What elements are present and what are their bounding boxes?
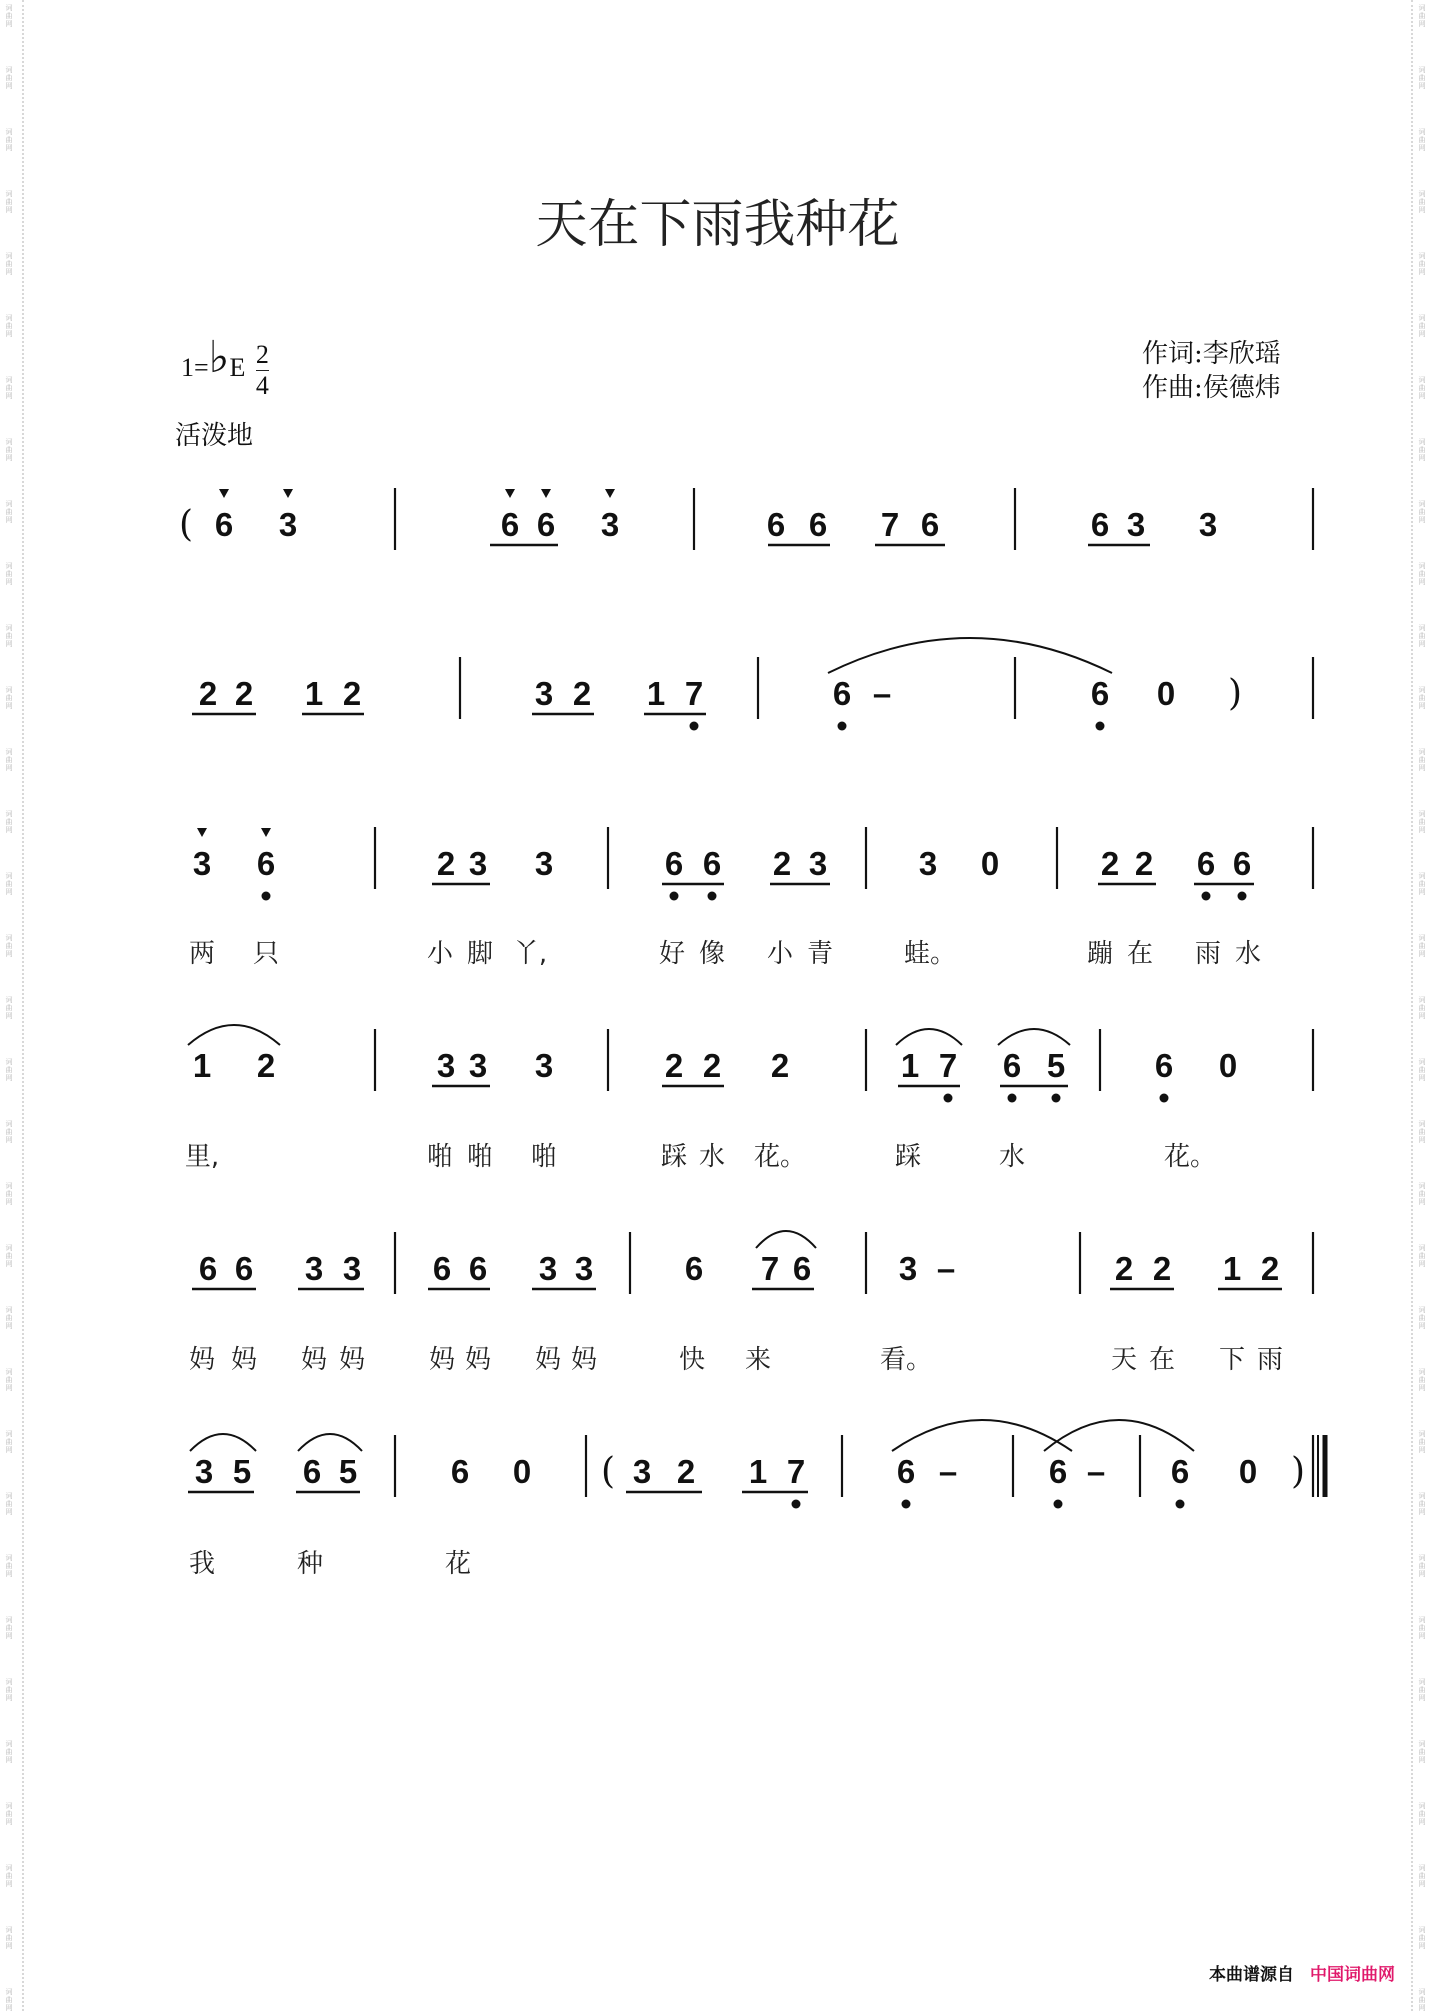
key-tonic: E <box>229 353 246 382</box>
watermark-text: 词 曲 网 <box>5 1182 13 1206</box>
note-5-15: 6 <box>1170 1453 1190 1490</box>
note-4-14: 2 <box>1152 1250 1172 1287</box>
note-0-11: 3 <box>1126 506 1146 543</box>
watermark-text: 词 曲 网 <box>1418 872 1426 896</box>
low-octave-dot <box>1052 1094 1061 1103</box>
slur <box>190 1434 256 1451</box>
note-0-5: 3 <box>600 506 620 543</box>
lyric-3-3: 啪 <box>530 1142 558 1172</box>
lyric-3-1: 啪 <box>426 1142 454 1172</box>
watermark-text: 词 曲 网 <box>5 562 13 586</box>
watermark-text: 词 曲 网 <box>1418 562 1426 586</box>
watermark-text: 词 曲 网 <box>5 1802 13 1826</box>
low-octave-dot <box>944 1094 953 1103</box>
lyric-3-5: 水 <box>698 1142 726 1172</box>
time-numerator: 2 <box>255 339 269 369</box>
note-4-7: 3 <box>574 1250 594 1287</box>
watermark-text: 词 曲 网 <box>1418 1182 1426 1206</box>
watermark-text: 词 曲 网 <box>5 1492 13 1516</box>
note-3-11: 5 <box>1046 1047 1066 1084</box>
watermark-text: 词 曲 网 <box>5 748 13 772</box>
lyric-4-4: 妈 <box>428 1345 456 1375</box>
lyric-5-0: 我 <box>188 1549 216 1579</box>
lyric-4-5: 妈 <box>464 1345 492 1375</box>
watermark-text: 词 曲 网 <box>1418 1120 1426 1144</box>
watermark-text: 词 曲 网 <box>5 1554 13 1578</box>
lyric-2-5: 好 <box>658 939 686 969</box>
note-3-8: 1 <box>900 1047 920 1084</box>
note-4-16: 2 <box>1260 1250 1280 1287</box>
note-5-16: 0 <box>1238 1453 1258 1490</box>
watermark-text: 词 曲 网 <box>5 934 13 958</box>
watermark-text: 词 曲 网 <box>1418 1492 1426 1516</box>
note-1-3: 2 <box>342 675 362 712</box>
note-0-0: ( <box>178 504 194 545</box>
note-2-7: 2 <box>772 845 792 882</box>
slur <box>188 1025 280 1045</box>
lyric-2-6: 像 <box>698 939 726 969</box>
watermark-text: 词 曲 网 <box>5 190 13 214</box>
accent-mark <box>261 828 271 837</box>
watermark-text: 词 曲 网 <box>5 1244 13 1268</box>
note-4-2: 3 <box>304 1250 324 1287</box>
lyric-4-14: 雨 <box>1256 1345 1284 1375</box>
note-1-0: 2 <box>198 675 218 712</box>
note-2-6: 6 <box>702 845 722 882</box>
note-5-11: 6 <box>896 1453 916 1490</box>
lyric-4-2: 妈 <box>300 1345 328 1375</box>
watermark-text: 词 曲 网 <box>1418 1368 1426 1392</box>
low-octave-dot <box>670 892 679 901</box>
note-3-7: 2 <box>770 1047 790 1084</box>
song-title: 天在下雨我种花 <box>535 195 900 255</box>
note-4-15: 1 <box>1222 1250 1242 1287</box>
note-1-10: 6 <box>1090 675 1110 712</box>
watermark-text: 词 曲 网 <box>1418 1988 1426 2012</box>
slur <box>298 1434 362 1451</box>
note-5-9: 1 <box>748 1453 768 1490</box>
note-2-0: 3 <box>192 845 212 882</box>
watermark-text: 词 曲 网 <box>5 1058 13 1082</box>
note-0-9: 6 <box>920 506 940 543</box>
watermark-text: 词 曲 网 <box>1418 686 1426 710</box>
lyric-2-8: 青 <box>806 939 834 969</box>
lyric-4-0: 妈 <box>188 1345 216 1375</box>
key-prefix: 1= <box>181 353 209 382</box>
composer-credit: 作曲:侯德炜 <box>1142 373 1281 403</box>
note-0-1: 6 <box>214 506 234 543</box>
watermark-text: 词 曲 网 <box>1418 1616 1426 1640</box>
accent-mark <box>219 489 229 498</box>
low-octave-dot <box>1238 892 1247 901</box>
lyric-2-7: 小 <box>766 939 794 969</box>
lyric-2-9: 蛙。 <box>903 939 957 969</box>
watermark-text: 词 曲 网 <box>5 810 13 834</box>
watermark-text: 词 曲 网 <box>1418 1430 1426 1454</box>
note-3-6: 2 <box>702 1047 722 1084</box>
watermark-text: 词 曲 网 <box>5 1740 13 1764</box>
note-3-1: 2 <box>256 1047 276 1084</box>
note-1-9: – <box>872 675 892 712</box>
note-4-0: 6 <box>198 1250 218 1287</box>
low-octave-dot <box>690 722 699 731</box>
note-5-17: ) <box>1290 1451 1306 1492</box>
watermark-text: 词 曲 网 <box>5 438 13 462</box>
note-3-0: 1 <box>192 1047 212 1084</box>
note-5-4: 6 <box>450 1453 470 1490</box>
note-1-7: 7 <box>684 675 704 712</box>
watermark-text: 词 曲 网 <box>1418 1678 1426 1702</box>
slur <box>756 1231 816 1248</box>
lyric-2-2: 小 <box>426 939 454 969</box>
slur <box>828 638 1112 673</box>
note-5-1: 5 <box>232 1453 252 1490</box>
note-2-14: 6 <box>1232 845 1252 882</box>
low-octave-dot <box>1202 892 1211 901</box>
note-1-2: 1 <box>304 675 324 712</box>
note-0-2: 3 <box>278 506 298 543</box>
note-1-11: 0 <box>1156 675 1176 712</box>
slur <box>998 1029 1070 1045</box>
note-1-6: 1 <box>646 675 666 712</box>
lyric-3-9: 花。 <box>1163 1142 1217 1172</box>
note-5-7: 3 <box>632 1453 652 1490</box>
lyric-2-4: 丫, <box>512 939 548 969</box>
note-1-5: 2 <box>572 675 592 712</box>
watermark-text: 词 曲 网 <box>5 1616 13 1640</box>
watermark-text: 词 曲 网 <box>5 872 13 896</box>
watermark-text: 词 曲 网 <box>5 1306 13 1330</box>
lyric-4-12: 在 <box>1148 1345 1176 1375</box>
note-4-5: 6 <box>468 1250 488 1287</box>
footer-source <box>1209 1960 1395 1985</box>
watermark-text: 词 曲 网 <box>1418 190 1426 214</box>
watermark-text: 词 曲 网 <box>5 1926 13 1950</box>
note-4-10: 6 <box>792 1250 812 1287</box>
note-3-4: 3 <box>534 1047 554 1084</box>
note-5-13: 6 <box>1048 1453 1068 1490</box>
note-0-6: 6 <box>766 506 786 543</box>
lyric-3-7: 踩 <box>894 1142 922 1172</box>
flat-sign: ♭ <box>208 333 230 382</box>
lyric-3-6: 花。 <box>753 1142 807 1172</box>
lyric-3-4: 踩 <box>660 1142 688 1172</box>
watermark-text: 词 曲 网 <box>1418 128 1426 152</box>
lyric-2-10: 蹦 <box>1086 939 1114 969</box>
low-octave-dot <box>708 892 717 901</box>
note-3-12: 6 <box>1154 1047 1174 1084</box>
watermark-text: 词 曲 网 <box>5 1430 13 1454</box>
note-2-3: 3 <box>468 845 488 882</box>
note-5-14: – <box>1086 1453 1106 1490</box>
watermark-text: 词 曲 网 <box>5 1368 13 1392</box>
watermark-text: 词 曲 网 <box>5 376 13 400</box>
watermark-text: 词 曲 网 <box>1418 996 1426 1020</box>
note-2-9: 3 <box>918 845 938 882</box>
note-2-5: 6 <box>664 845 684 882</box>
accent-mark <box>605 489 615 498</box>
lyric-2-0: 两 <box>188 939 216 969</box>
note-2-4: 3 <box>534 845 554 882</box>
note-4-4: 6 <box>432 1250 452 1287</box>
lyric-2-3: 脚 <box>466 939 494 969</box>
watermark-text: 词 曲 网 <box>1418 500 1426 524</box>
low-octave-dot <box>838 722 847 731</box>
lyric-4-9: 来 <box>744 1345 772 1375</box>
lyric-4-11: 天 <box>1110 1345 1138 1375</box>
note-1-12: ) <box>1227 673 1243 714</box>
lyric-5-2: 花 <box>444 1549 472 1579</box>
lyric-3-8: 水 <box>998 1142 1026 1172</box>
low-octave-dot <box>1096 722 1105 731</box>
lyric-2-11: 在 <box>1126 939 1154 969</box>
watermark-text: 词 曲 网 <box>1418 66 1426 90</box>
watermark-text: 词 曲 网 <box>1418 810 1426 834</box>
note-0-8: 7 <box>880 506 900 543</box>
watermark-text: 词 曲 网 <box>1418 376 1426 400</box>
note-2-2: 2 <box>436 845 456 882</box>
note-4-9: 7 <box>760 1250 780 1287</box>
note-4-6: 3 <box>538 1250 558 1287</box>
footer-site-link[interactable]: 中国词曲网 <box>1310 1965 1395 1985</box>
note-3-5: 2 <box>664 1047 684 1084</box>
note-2-11: 2 <box>1100 845 1120 882</box>
slur <box>896 1029 962 1045</box>
note-1-8: 6 <box>832 675 852 712</box>
watermark-text: 词 曲 网 <box>1418 438 1426 462</box>
note-2-12: 2 <box>1134 845 1154 882</box>
note-5-0: 3 <box>194 1453 214 1490</box>
watermark-text: 词 曲 网 <box>1418 1244 1426 1268</box>
watermark-text: 词 曲 网 <box>1418 934 1426 958</box>
watermark-text: 词 曲 网 <box>1418 1740 1426 1764</box>
note-0-4: 6 <box>536 506 556 543</box>
watermark-text: 词 曲 网 <box>5 624 13 648</box>
note-0-7: 6 <box>808 506 828 543</box>
watermark-text: 词 曲 网 <box>5 1864 13 1888</box>
lyricist-credit: 作词:李欣瑶 <box>1142 339 1281 369</box>
note-5-10: 7 <box>786 1453 806 1490</box>
watermark-text: 词 曲 网 <box>5 996 13 1020</box>
low-octave-dot <box>902 1500 911 1509</box>
watermark-text: 词 曲 网 <box>5 128 13 152</box>
note-0-10: 6 <box>1090 506 1110 543</box>
lyric-3-0: 里, <box>184 1142 220 1172</box>
lyric-4-3: 妈 <box>338 1345 366 1375</box>
note-5-3: 5 <box>338 1453 358 1490</box>
lyric-4-6: 妈 <box>534 1345 562 1375</box>
watermark-text: 词 曲 网 <box>5 500 13 524</box>
watermark-text: 词 曲 网 <box>1418 252 1426 276</box>
lyric-3-2: 啪 <box>466 1142 494 1172</box>
note-3-13: 0 <box>1218 1047 1238 1084</box>
lyric-5-1: 种 <box>296 1549 324 1579</box>
watermark-text: 词 曲 网 <box>1418 624 1426 648</box>
note-0-3: 6 <box>500 506 520 543</box>
watermark-text: 词 曲 网 <box>1418 748 1426 772</box>
footer-source-text: 本曲谱源自 <box>1209 1965 1294 1985</box>
watermark-text: 词 曲 网 <box>1418 1306 1426 1330</box>
accent-mark <box>505 489 515 498</box>
low-octave-dot <box>1054 1500 1063 1509</box>
note-3-2: 3 <box>436 1047 456 1084</box>
note-5-6: ( <box>600 1451 616 1492</box>
watermark-text: 词 曲 网 <box>5 1988 13 2012</box>
lyric-2-1: 只 <box>252 939 280 969</box>
note-3-10: 6 <box>1002 1047 1022 1084</box>
note-3-3: 3 <box>468 1047 488 1084</box>
time-denominator: 4 <box>255 370 269 400</box>
lyric-4-8: 快 <box>678 1345 706 1375</box>
watermark-text: 词 曲 网 <box>5 4 13 28</box>
lyric-4-7: 妈 <box>570 1345 598 1375</box>
watermark-text: 词 曲 网 <box>1418 4 1426 28</box>
watermark-text: 词 曲 网 <box>5 252 13 276</box>
low-octave-dot <box>1008 1094 1017 1103</box>
note-1-1: 2 <box>234 675 254 712</box>
lyric-4-1: 妈 <box>230 1345 258 1375</box>
lyric-2-12: 雨 <box>1194 939 1222 969</box>
note-2-10: 0 <box>980 845 1000 882</box>
accent-mark <box>541 489 551 498</box>
note-1-4: 3 <box>534 675 554 712</box>
watermark-text: 词 曲 网 <box>1418 1864 1426 1888</box>
low-octave-dot <box>792 1500 801 1509</box>
note-2-8: 3 <box>808 845 828 882</box>
note-0-12: 3 <box>1198 506 1218 543</box>
note-4-11: 3 <box>898 1250 918 1287</box>
tempo-marking: 活泼地 <box>175 421 254 451</box>
note-4-12: – <box>936 1250 956 1287</box>
watermark-text: 词 曲 网 <box>1418 1926 1426 1950</box>
note-2-13: 6 <box>1196 845 1216 882</box>
low-octave-dot <box>262 892 271 901</box>
note-3-9: 7 <box>938 1047 958 1084</box>
note-2-1: 6 <box>256 845 276 882</box>
note-5-12: – <box>938 1453 958 1490</box>
note-4-13: 2 <box>1114 1250 1134 1287</box>
note-5-2: 6 <box>302 1453 322 1490</box>
note-4-3: 3 <box>342 1250 362 1287</box>
lyric-4-13: 下 <box>1218 1345 1246 1375</box>
note-4-8: 6 <box>684 1250 704 1287</box>
watermark-text: 词 曲 网 <box>5 66 13 90</box>
low-octave-dot <box>1160 1094 1169 1103</box>
watermark-text: 词 曲 网 <box>1418 1554 1426 1578</box>
accent-mark <box>283 489 293 498</box>
watermark-text: 词 曲 网 <box>5 686 13 710</box>
watermark-text: 词 曲 网 <box>1418 1802 1426 1826</box>
lyric-2-13: 水 <box>1234 939 1262 969</box>
watermark-text: 词 曲 网 <box>1418 314 1426 338</box>
note-4-1: 6 <box>234 1250 254 1287</box>
note-5-8: 2 <box>676 1453 696 1490</box>
watermark-text: 词 曲 网 <box>5 1120 13 1144</box>
lyric-4-10: 看。 <box>879 1345 933 1375</box>
low-octave-dot <box>1176 1500 1185 1509</box>
watermark-text: 词 曲 网 <box>5 1678 13 1702</box>
note-5-5: 0 <box>512 1453 532 1490</box>
accent-mark <box>197 828 207 837</box>
watermark-text: 词 曲 网 <box>1418 1058 1426 1082</box>
slur <box>892 1420 1072 1451</box>
watermark-text: 词 曲 网 <box>5 314 13 338</box>
